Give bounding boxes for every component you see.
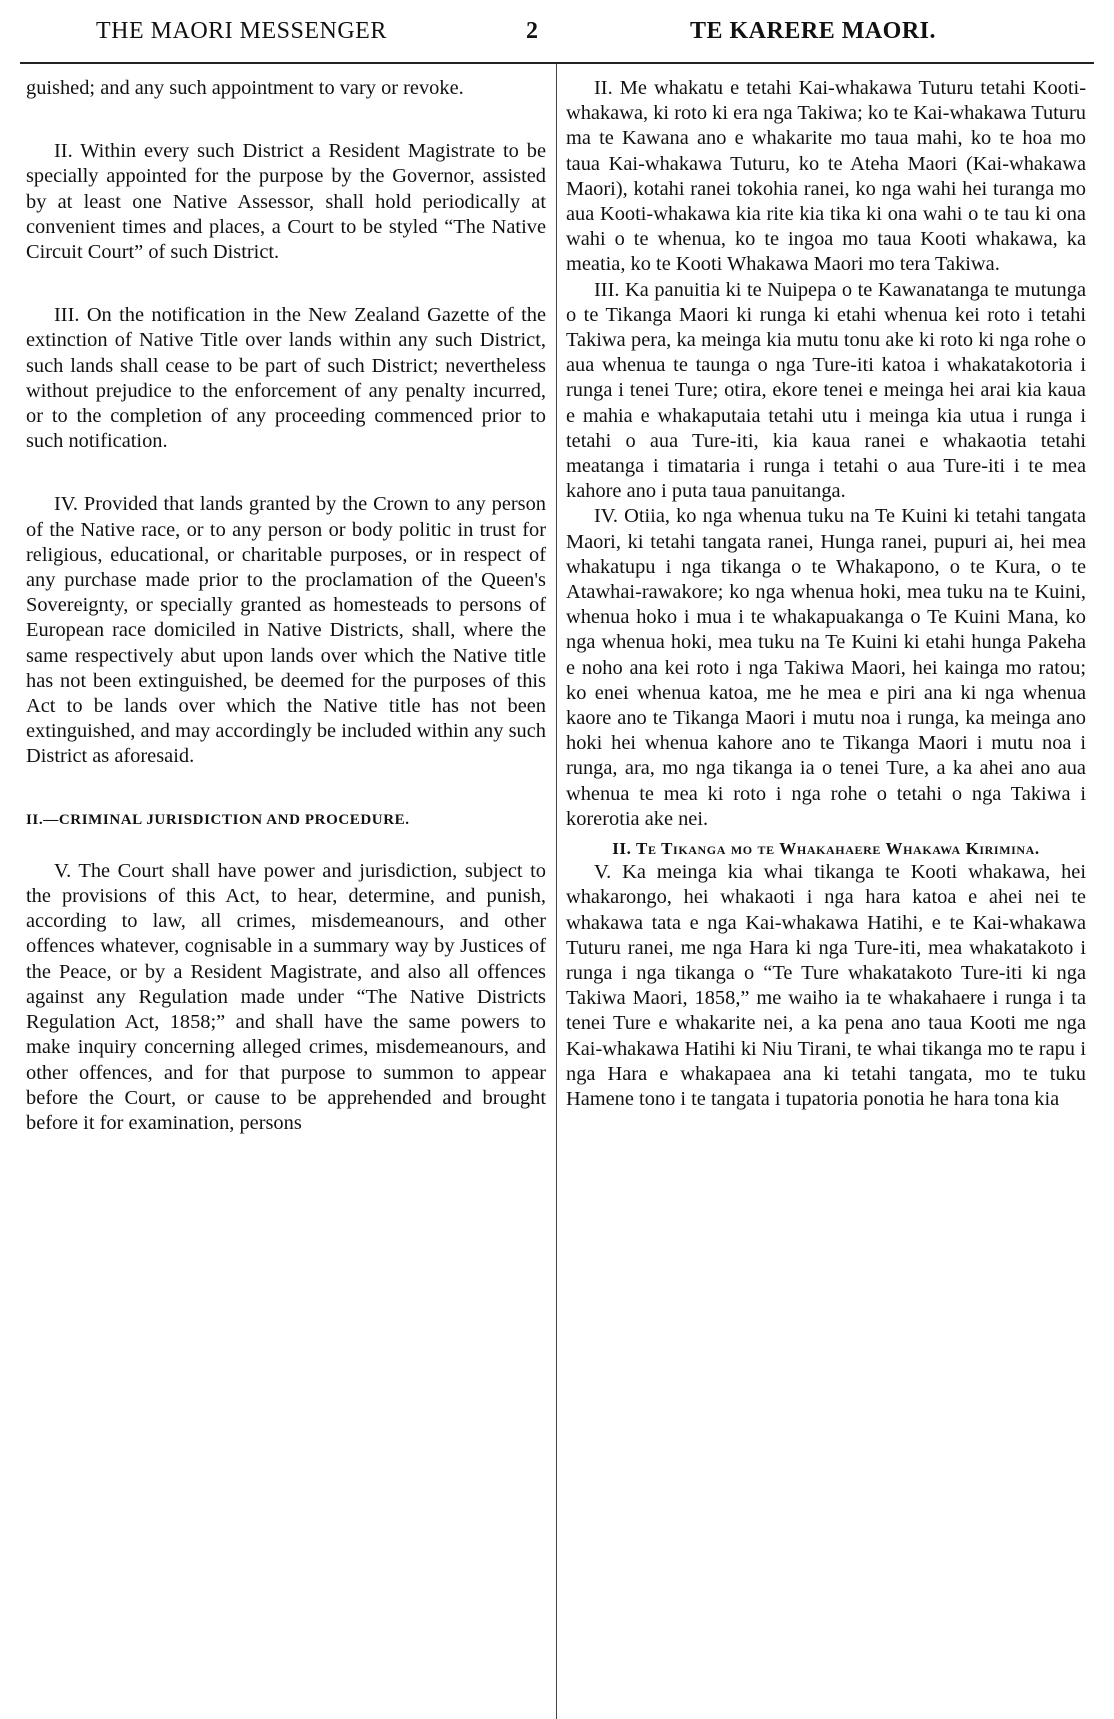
maori-section-iii: III. Ka panuitia ki te Nuipepa o te Kawanatanga te mutunga o te Tikanga Maori ki runga ki etahi whenua kei roto i tetahi Takiwa pera, ka meinga kia mutu tonu ake ki roto ki nga rohe o aua whenua te taunga o nga Ture-iti katoa i whakatakotoria i runga i tenei Ture; otira, ekore tenei e meinga hei arai kia kaua e mahia e whakaputaia tetahi utu i meinga kia utua i runga i tetahi o aua Ture-iti, kia kaua ranei e whakaotia tetahi meatanga i timataria i runga i tetahi o aua Ture-iti i te mea kahore ano i puta taua panuitanga. <box>566 278 1086 503</box>
english-column <box>26 76 546 1136</box>
maori-section-iv: IV. Otiia, ko nga whenua tuku na Te Kuini ki tetahi tangata Maori, ki tetahi tangata ranei, Hunga ranei, pupuri ai, hei mea whakatupu i nga tikanga o te Whakapono, o te Kura, o te Atawhai-rawakore; ko nga whenua hoki, mea tuku na te Kuini, whenua hoko i mua i te whakapuakanga o Te Kuini Mana, ko nga whenua hoki, mea tuku na Te Kuini ki etahi hunga Pakeha e noho ana kei roto i nga Takiwa Maori, hei kainga mo ratou; ko enei whenua katoa, me he mea e piri ana ki nga whenua kaore ano te Tikanga Maori i mutu noa i runga, ka meinga ano hoki hei whenua kahore ano te Tikanga Maori i mutu noa i runga, ara, mo nga tikanga ia o tenei Ture, a ka ahei ano aua whenua te mea ki roto i nga rohe o tetahi o nga Takiwa i korerotia ake nei. <box>566 505 1086 830</box>
masthead-english: THE MAORI MESSENGER <box>96 18 387 44</box>
english-paragraph-continuation: guished; and any such appointment to vary or revoke. <box>26 77 464 99</box>
maori-section-heading: II. Te Tikanga mo te Whakahaere Whakawa Kirimina. <box>612 839 1040 859</box>
maori-section-ii: II. Me whakatu e tetahi Kai-whakawa Tuturu tetahi Kooti-whakawa, ki roto ki era nga Takiwa; ko te Kai-whakawa Tuturu ma te Kawana ano e whakarite mo taua mahi, ko te hoa mo taua Kai-whakawa Tuturu, ko te Ateha Maori (Kai-whakawa Maori), kotahi ranei tokohia ranei, ko nga wahi hei turanga mo aua Kooti-whakawa kia rite kia tika ki ona wahi o te tau ki ona wahi o te whenua, ko te ingoa mo taua Kooti whakawa, ka meatia, ko te Kooti Whakawa Maori mo tera Takiwa. <box>566 77 1086 276</box>
page-header <box>18 18 1096 52</box>
masthead-maori: TE KARERE MAORI. <box>690 18 937 44</box>
english-section-heading: II.—CRIMINAL JURISDICTION AND PROCEDURE. <box>26 811 410 828</box>
english-section-iii: III. On the notification in the New Zealand Gazette of the extinction of Native Title over lands within any such District, such lands shall cease to be part of such District; nevertheless without prejudice to the enforcement of any penalty incurred, or to the completion of any proceeding commenced prior to such notification. <box>26 304 546 453</box>
header-rule <box>20 62 1094 64</box>
maori-section-v: V. Ka meinga kia whai tikanga te Kooti whakawa, hei whakarongo, hei whakaoti i nga hara katoa e ahei nei te whakawa tata e nga Kai-whakawa Hatihi, e te Kai-whakawa Tuturu ranei, me nga Hara ki nga Ture-iti, mea whakatakoto i runga i nga tikanga o “Te Ture whakatakoto Ture-iti ki nga Takiwa Maori, 1858,” me waiho ia te whakahaere i runga i ta tenei Ture e whakarite nei, a ka pena ano taua Kooti me nga Kai-whakawa Hatihi ki Niu Tirani, te whai tikanga mo te rapu i nga Hara e whakapaea ana ki tetahi tangata, mo te tuku Hamene tono i te tangata i tupatoria ponotia he hara tona kia <box>566 861 1086 1110</box>
column-divider <box>556 64 557 1719</box>
english-section-ii: II. Within every such District a Resident Magistrate to be specially appointed for the purpose by the Governor, assisted by at least one Native Assessor, shall hold periodically at convenient times and places, a Court to be styled “The Native Circuit Court” of such District. <box>26 140 546 264</box>
maori-column <box>566 76 1086 1112</box>
english-section-v: V. The Court shall have power and jurisdiction, subject to the provisions of this Act, to hear, determine, and punish, according to law, all crimes, misdemeanours, and other offences whatever, cognisable in a summary way by Justices of the Peace, or by a Resident Magistrate, and also all offences against any Regulation made under “The Native Districts Regulation Act, 1858;” and shall have the same powers to make inquiry concerning alleged crimes, misdemeanours, and other offences, and for that purpose to summon to appear before the Court, or cause to be apprehended and brought before it for examination, persons <box>26 859 546 1134</box>
english-section-iv: IV. Provided that lands granted by the Crown to any person of the Native race, or to any person or body politic in trust for religious, educational, or charitable purposes, or in respect of any purchase made prior to the proclamation of the Queen's Sovereignty, or specially granted as homesteads to persons of European race domiciled in Native Districts, shall, where the same respectively abut upon lands over which the Native title has not been extinguished, be deemed for the purposes of this Act to be lands over which the Native title has not been extinguished, and may accordingly be included within any such District as aforesaid. <box>26 493 546 768</box>
page-number: 2 <box>526 18 539 44</box>
